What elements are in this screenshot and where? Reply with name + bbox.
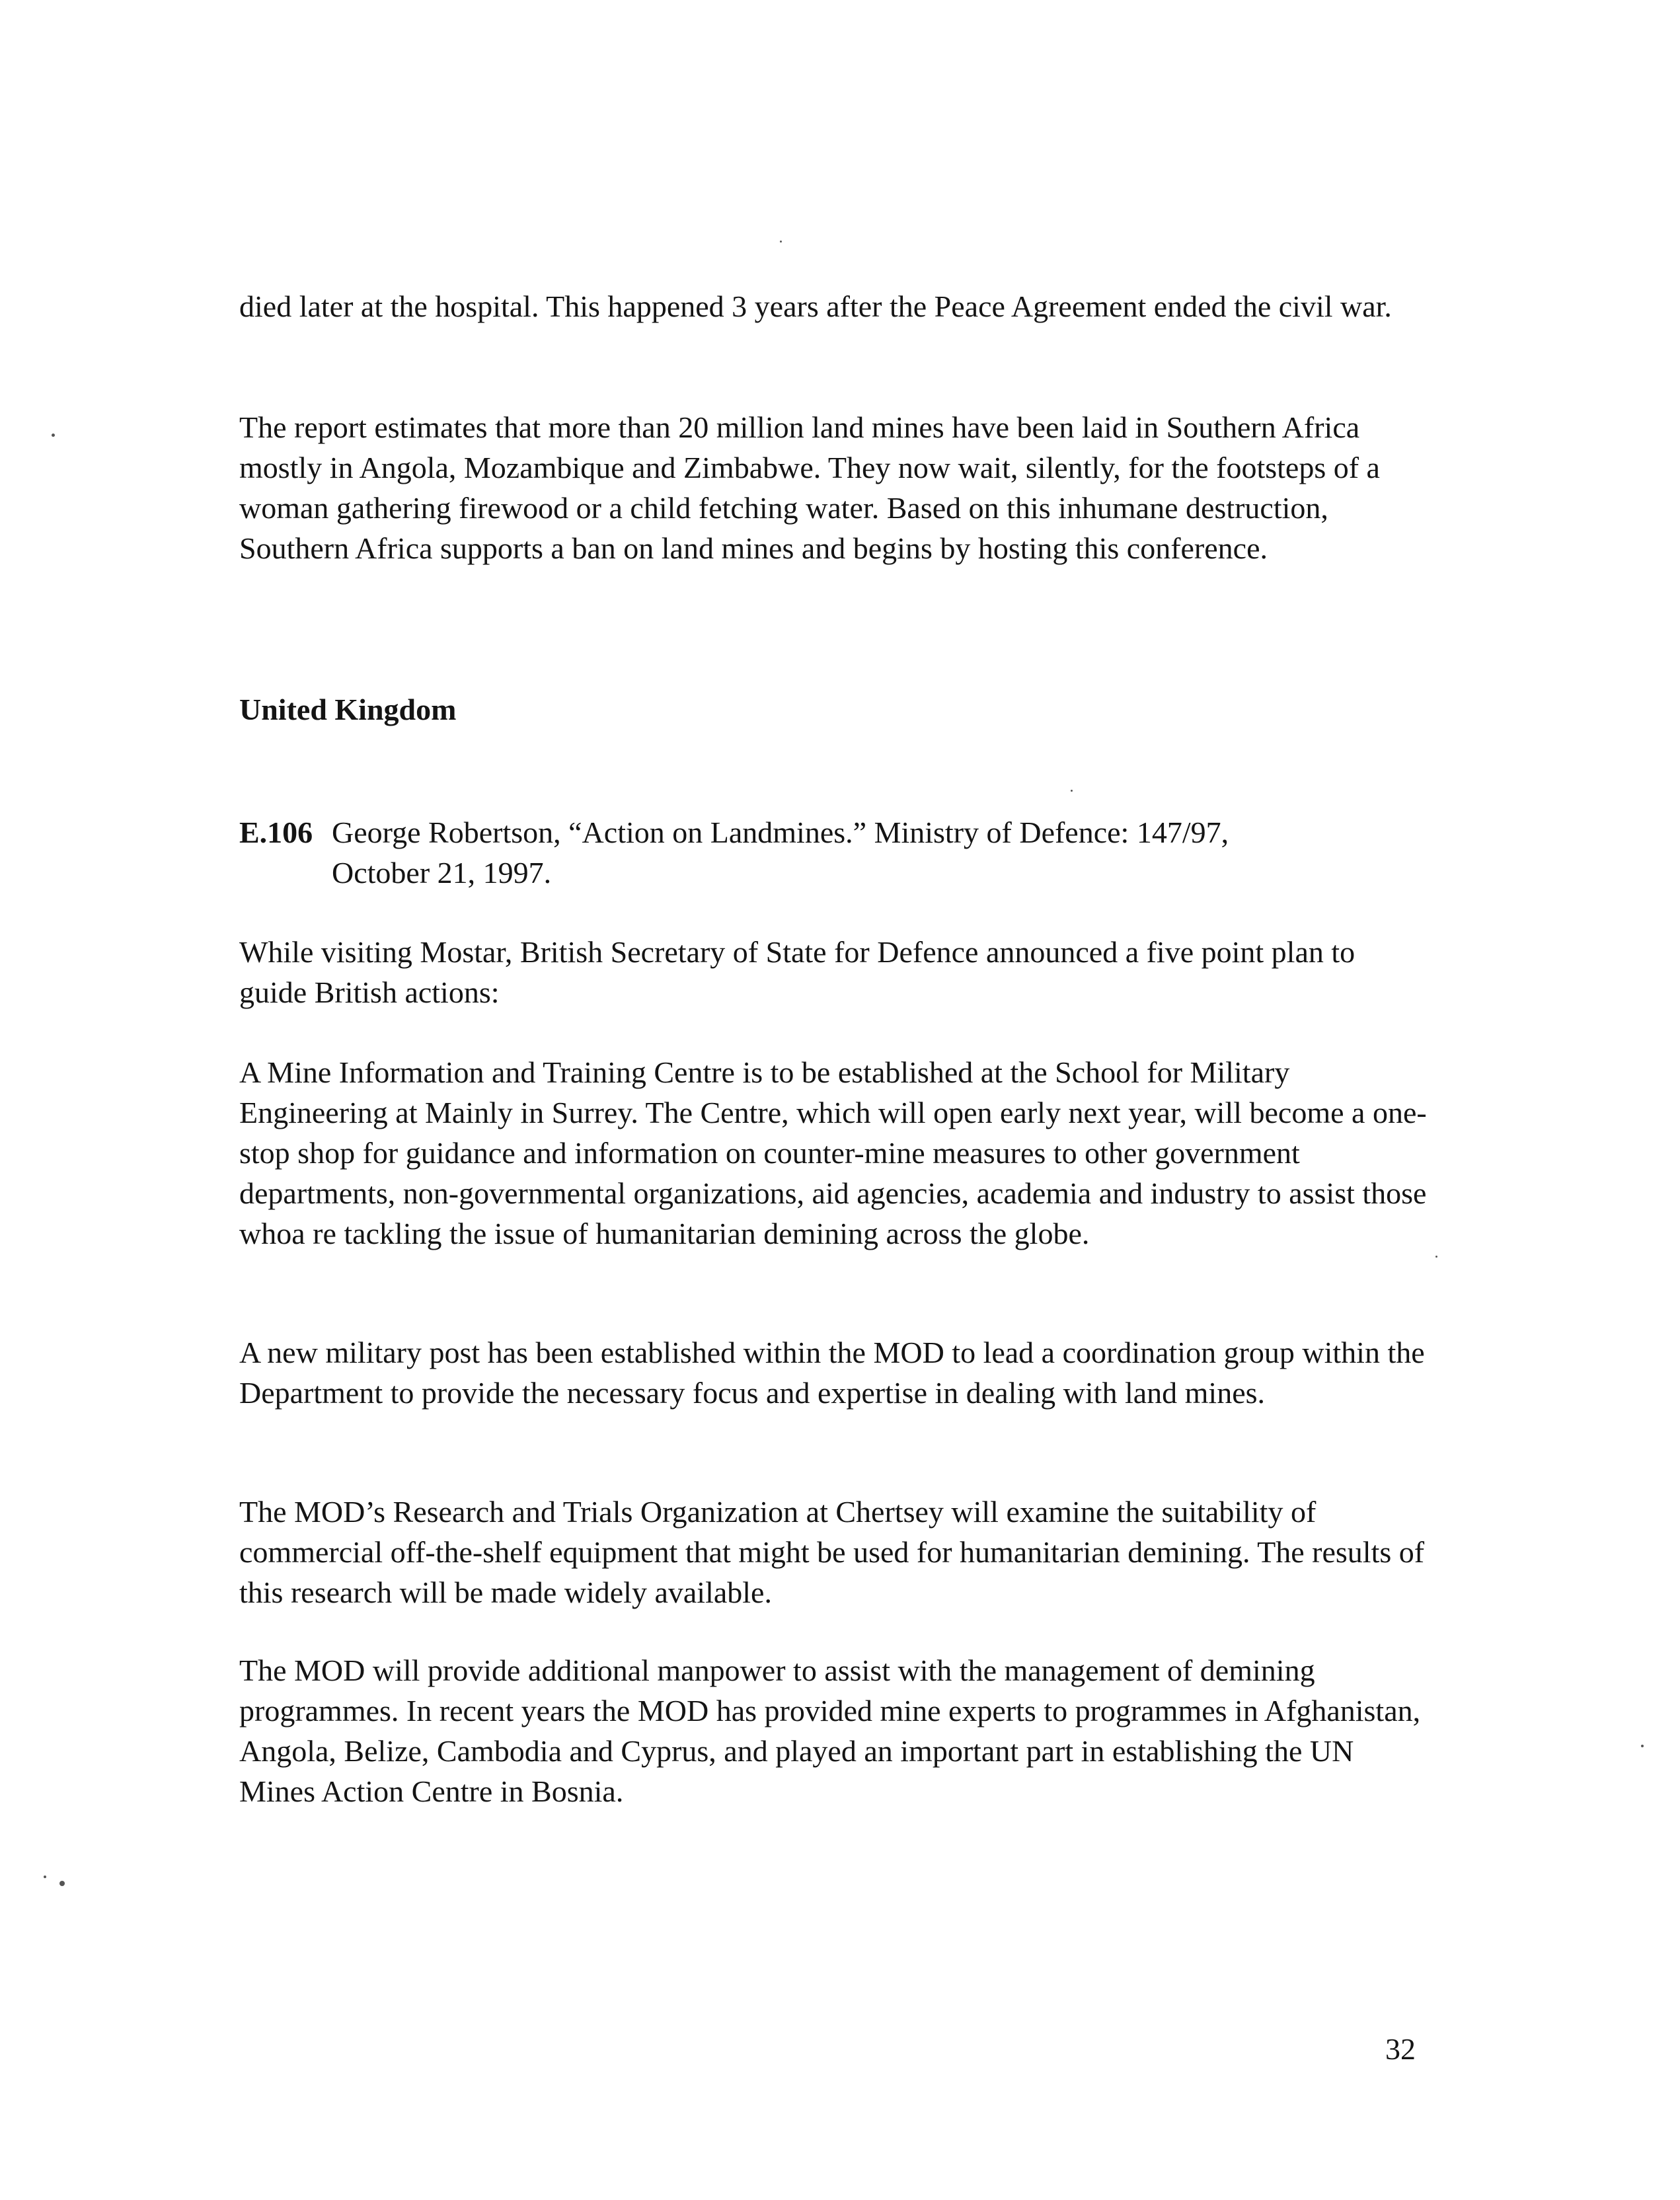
- entry-id: E.106: [239, 816, 313, 849]
- paragraph-military-post: A new military post has been established within the MOD to lead a coordination group within the Department to provide the necessary focus and expertise in dealing with land mines.: [239, 1336, 1425, 1410]
- scan-speck: [52, 434, 55, 437]
- page-number: 32: [1385, 2032, 1416, 2066]
- paragraph-mine-information-centre: A Mine Information and Training Centre is to be established at the School for Military Engineering at Mainly in Surrey. The Centre, which will open early next year, will become a one-stop shop for guidance and information on counter-mine measures to other government departments, non-governmental organizations, aid agencies, academia and industry to assist those whoa re tackling the issue of humanitarian demining across the globe.: [239, 1055, 1427, 1250]
- citation-line-2: October 21, 1997.: [332, 856, 552, 890]
- scan-speck: [59, 1881, 65, 1886]
- paragraph-five-point-plan: While visiting Mostar, British Secretary of State for Defence announced a five point plan to guide British actions:: [239, 935, 1355, 1009]
- scan-speck: [1641, 1745, 1644, 1747]
- scan-speck: [780, 241, 782, 243]
- paragraph-southern-africa: The report estimates that more than 20 million land mines have been laid in Southern Africa mostly in Angola, Mozambique and Zimbabwe. They now wait, silently, for the footsteps of a woman gathering firewood or a child fetching water. Based on this inhumane destruction, Southern Africa supports a ban on land mines and begins by hosting this conference.: [239, 410, 1380, 565]
- citation-line-1: George Robertson, “Action on Landmines.” Ministry of Defence: 147/97,: [332, 816, 1229, 849]
- section-heading: United Kingdom: [239, 693, 457, 726]
- citation-entry: [239, 812, 1429, 893]
- paragraph-research-trials: The MOD’s Research and Trials Organization at Chertsey will examine the suitability of commercial off-the-shelf equipment that might be used for humanitarian demining. The results of this research will be made widely available.: [239, 1495, 1425, 1609]
- paragraph-continuation: died later at the hospital. This happened 3 years after the Peace Agreement ended the civil war.: [239, 289, 1392, 323]
- scan-speck: [1071, 790, 1073, 792]
- scan-speck: [44, 1876, 46, 1878]
- paragraph-additional-manpower: The MOD will provide additional manpower to assist with the management of demining programmes. In recent years the MOD has provided mine experts to programmes in Afghanistan, Angola, Belize, Cambodia and Cyprus, and played an important part in establishing the UN Mines Action Centre in Bosnia.: [239, 1653, 1421, 1808]
- scan-speck: [1435, 1256, 1437, 1258]
